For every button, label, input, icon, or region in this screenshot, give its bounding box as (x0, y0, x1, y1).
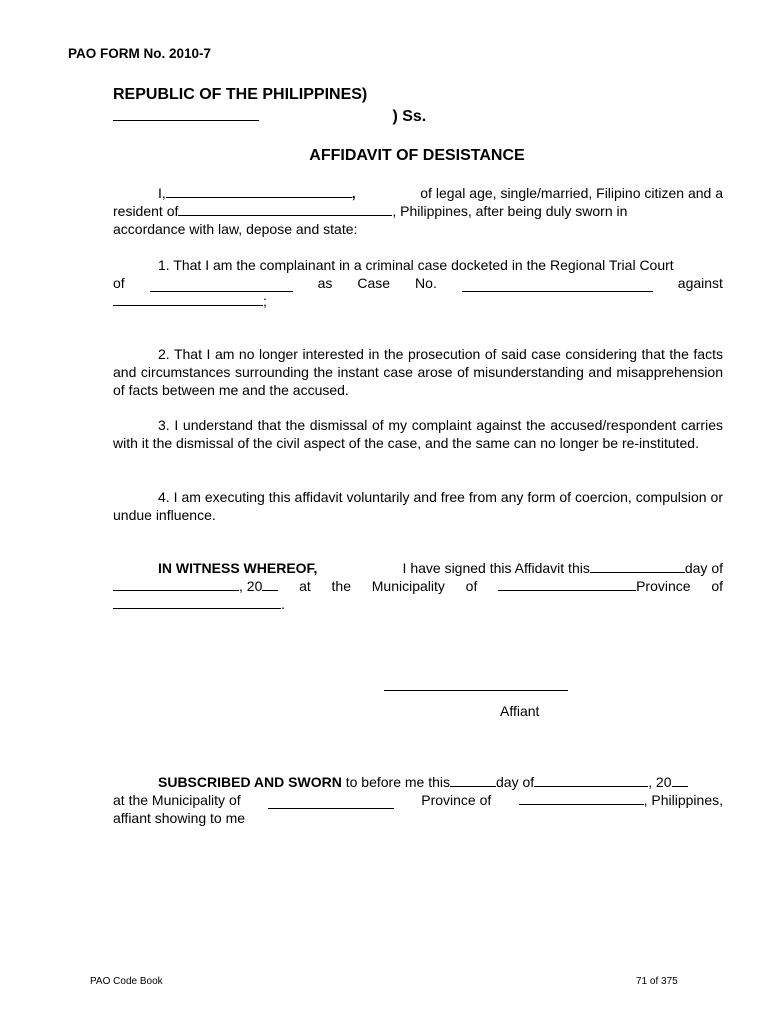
subscribed-paragraph (113, 773, 723, 827)
venue-row (113, 106, 426, 126)
item-4-text: 4. I am executing this affidavit voluntarily and free from any form of coercion, compulsion or undue influence. (113, 489, 723, 523)
footer-page-number: 71 of 375 (636, 976, 678, 987)
witness-month-blank[interactable] (113, 577, 239, 591)
item-1-of: of (113, 275, 125, 291)
intro-i: I, (158, 185, 166, 201)
republic-heading: REPUBLIC OF THE PHILIPPINES) (113, 86, 368, 103)
witness-period: . (281, 596, 285, 612)
item-3-paragraph (113, 416, 723, 452)
item-1-paragraph (113, 256, 723, 310)
document-title: AFFIDAVIT OF DESISTANCE (309, 147, 525, 164)
item-4-paragraph (113, 488, 723, 524)
subscribed-month-blank[interactable] (534, 773, 648, 787)
subscribed-municipality-blank[interactable] (268, 795, 394, 809)
witness-text: I have signed this Affidavit this (402, 560, 590, 576)
subscribed-day-blank[interactable] (450, 773, 496, 787)
subscribed-day-of: day of (496, 774, 535, 790)
court-location-blank[interactable] (150, 278, 293, 292)
witness-municipality-blank[interactable] (498, 577, 636, 591)
item-1-no: No. (415, 275, 437, 291)
item-1-line-2 (113, 274, 723, 292)
item-1-against: against (677, 275, 723, 291)
item-2-text: 2. That I am no longer interested in the prosecution of said case considering that the facts and circumstances surrounding the instant case arose of misunderstanding and misapprehension of facts between me and the accused. (113, 346, 723, 398)
intro-line-1 (113, 184, 723, 202)
item-2-paragraph (113, 345, 723, 399)
case-number-blank[interactable] (462, 278, 653, 292)
witness-line-2 (113, 577, 723, 595)
name-blank[interactable] (166, 184, 352, 198)
subscribed-line-2 (113, 791, 723, 809)
witness-year-blank[interactable] (262, 577, 278, 591)
subscribed-comma20: , 20 (648, 774, 672, 790)
residence-blank[interactable] (178, 202, 392, 216)
intro-comma: , (351, 185, 356, 201)
subscribed-line-1-content (113, 773, 688, 791)
subscribed-line-3: affiant showing to me (113, 810, 246, 826)
accused-blank[interactable] (113, 292, 263, 306)
form-number: PAO FORM No. 2010-7 (68, 46, 212, 61)
subscribed-province-group (519, 791, 723, 809)
subscribed-province-label: Province of (421, 792, 492, 808)
witness-bold: IN WITNESS WHEREOF, (158, 560, 318, 576)
item-1-case: Case (357, 275, 391, 291)
subscribed-text: to before me this (345, 774, 450, 790)
venue-blank[interactable] (113, 106, 259, 121)
witness-province-group (498, 577, 690, 595)
subscribed-philippines: , Philippines, (643, 792, 723, 808)
subscribed-bold: SUBSCRIBED AND SWORN (158, 774, 342, 790)
witness-comma20: , 20 (239, 578, 263, 594)
witness-of-2: of (711, 578, 723, 594)
witness-line-1-left (113, 559, 317, 577)
intro-line-2-left (113, 202, 627, 220)
intro-philippines: , Philippines, after being duly sworn in (392, 203, 628, 219)
intro-resident: resident of (113, 203, 179, 219)
witness-month-group (113, 577, 278, 595)
subscribed-line-1 (113, 773, 723, 791)
subscribed-year-blank[interactable] (672, 773, 688, 787)
witness-of: of (465, 578, 478, 594)
witness-the: the (331, 578, 352, 594)
item-1-semicolon: ; (263, 293, 267, 309)
item-3-text: 3. I understand that the dismissal of my complaint against the accused/respondent carries with it the dismissal of the civil aspect of the case, and the same can no longer be re-instituted. (113, 417, 723, 451)
witness-province-blank[interactable] (113, 595, 281, 609)
witness-line-3 (113, 595, 723, 613)
intro-text-1: of legal age, single/married, Filipino citizen and a (420, 185, 723, 201)
witness-paragraph (113, 559, 723, 613)
witness-line-1-right (403, 559, 723, 577)
witness-line-1 (113, 559, 723, 577)
item-1-line-1: 1. That I am the complainant in a criminal case docketed in the Regional Trial Court (158, 257, 674, 273)
intro-line-1-left (113, 184, 356, 202)
witness-day-of: day of (684, 560, 723, 576)
item-1-line-3 (113, 292, 723, 310)
affiant-label: Affiant (500, 703, 540, 719)
subscribed-province-blank[interactable] (519, 791, 644, 805)
witness-municipality: Municipality (371, 578, 445, 594)
footer-left: PAO Code Book (90, 976, 163, 987)
intro-paragraph (113, 184, 723, 238)
witness-day-blank[interactable] (590, 559, 685, 573)
affiant-signature-line[interactable] (384, 690, 568, 691)
subscribed-municipality-label: at the Municipality of (113, 792, 241, 808)
ss-label: ) Ss. (392, 108, 427, 125)
witness-province: Province (636, 578, 691, 594)
item-1-as: as (317, 275, 333, 291)
intro-line-3: accordance with law, depose and state: (113, 221, 358, 237)
intro-line-2 (113, 202, 723, 220)
witness-at: at (299, 578, 311, 594)
